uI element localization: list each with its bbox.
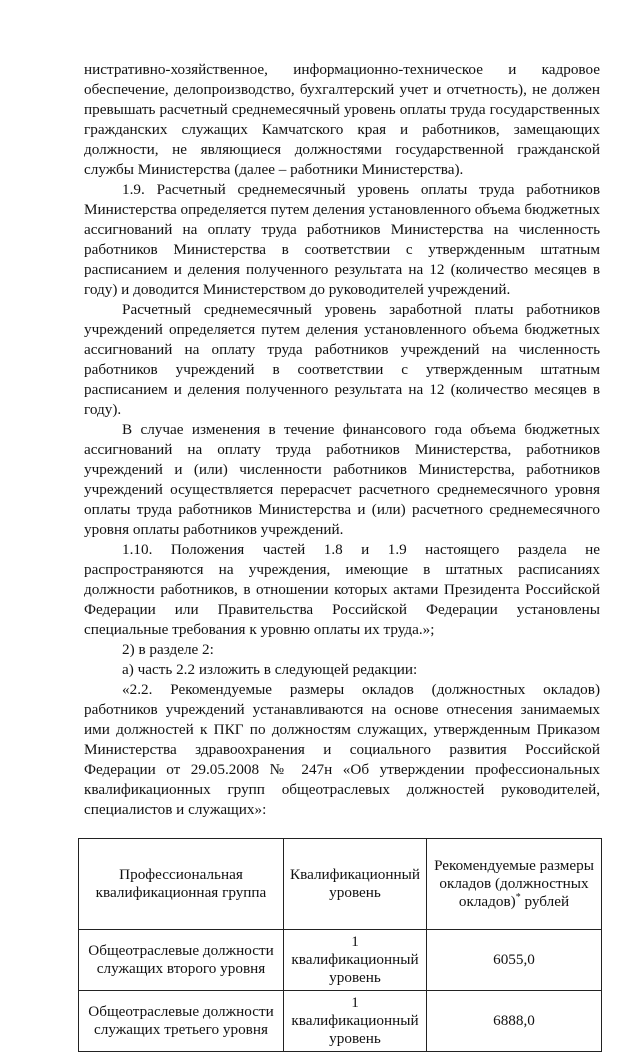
cell-level: 1 квалификационный уровень bbox=[284, 930, 427, 991]
paragraph-1-9: 1.9. Расчетный среднемесячный уровень оплаты труда работников Министерства определяется путем деления установленного объема бюджетных ассигнований на оплату труда работников Министерства на численность работников Министерства в соответствии с утвержденным штатным расписанием и деления полученного результата на 12 (количество месяцев в году) и доводится Министерством до руководителей учреждений. bbox=[84, 181, 601, 298]
header-qualification-group: Профессиональная квалификационная группа bbox=[79, 839, 284, 930]
table-header-row bbox=[79, 839, 602, 930]
footnote-mark: * bbox=[515, 891, 521, 903]
header-salary-text: Рекомендуемые размеры окладов (должностных окладов) bbox=[434, 857, 594, 910]
cell-salary: 6888,0 bbox=[427, 991, 602, 1052]
header-salary-unit: рублей bbox=[520, 893, 570, 910]
paragraph-2-2: «2.2. Рекомендуемые размеры окладов (должностных окладов) работников учреждений устанавливаются на основе отнесения занимаемых ими должностей к ПКГ по должностям служащих, утвержденным Приказом Министерства здравоохранения и социального развития Российской Федерации от 29.05.2008 № 247н «Об утверждении профессиональных квалификационных групп общеотраслевых должностей руководителей, специалистов и служащих»: bbox=[84, 681, 600, 818]
paragraph-1-10: 1.10. Положения частей 1.8 и 1.9 настоящего раздела не распространяются на учреждения, имеющие в штатных расписаниях должности работников, в отношении которых актами Президента Российской Федерации или Правительства Российской Федерации установлены специальные требования к уровню оплаты их труда.»; bbox=[84, 541, 600, 638]
header-recommended-salary bbox=[427, 839, 602, 930]
paragraph-institution-salary: Расчетный среднемесячный уровень заработной платы работников учреждений определяется путем деления установленного объема бюджетных ассигнований на оплату труда работников учреждений на численность работников учреждений в соответствии с утвержденным штатным расписанием и деления полученного результата на 12 (количество месяцев в году). bbox=[84, 301, 600, 418]
paragraph-part-2-2-intro: а) часть 2.2 изложить в следующей редакции: bbox=[122, 661, 418, 678]
cell-group: Общеотраслевые должности служащих третьего уровня bbox=[79, 991, 284, 1052]
document-page bbox=[84, 60, 600, 1052]
paragraph-section-2: 2) в разделе 2: bbox=[122, 641, 214, 658]
salary-table bbox=[78, 838, 602, 1052]
cell-group: Общеотраслевые должности служащих второго уровня bbox=[79, 930, 284, 991]
paragraph-continuation: нистративно-хозяйственное, информационно-техническое и кадровое обеспечение, делопроизводство, бухгалтерский учет и отчетность), не должен превышать расчетный среднемесячный уровень оплаты труда государственных гражданских служащих Камчатского края и работников, замещающих должности, не являющиеся должностями государственной гражданской службы Министерства (далее – работники Министерства). bbox=[84, 61, 600, 178]
cell-level: 1 квалификационный уровень bbox=[284, 991, 427, 1052]
cell-salary: 6055,0 bbox=[427, 930, 602, 991]
paragraph-recalculation: В случае изменения в течение финансового года объема бюджетных ассигнований на оплату труда работников Министерства, работников учреждений и (или) численности работников Министерства, работников учреждений осуществляется перерасчет расчетного среднемесячного уровня оплаты труда работников Министерства и (или) расчетного среднемесячного уровня оплаты работников учреждений. bbox=[84, 421, 600, 538]
table-row bbox=[79, 930, 602, 991]
header-qualification-level: Квалификационный уровень bbox=[284, 839, 427, 930]
table-row bbox=[79, 991, 602, 1052]
